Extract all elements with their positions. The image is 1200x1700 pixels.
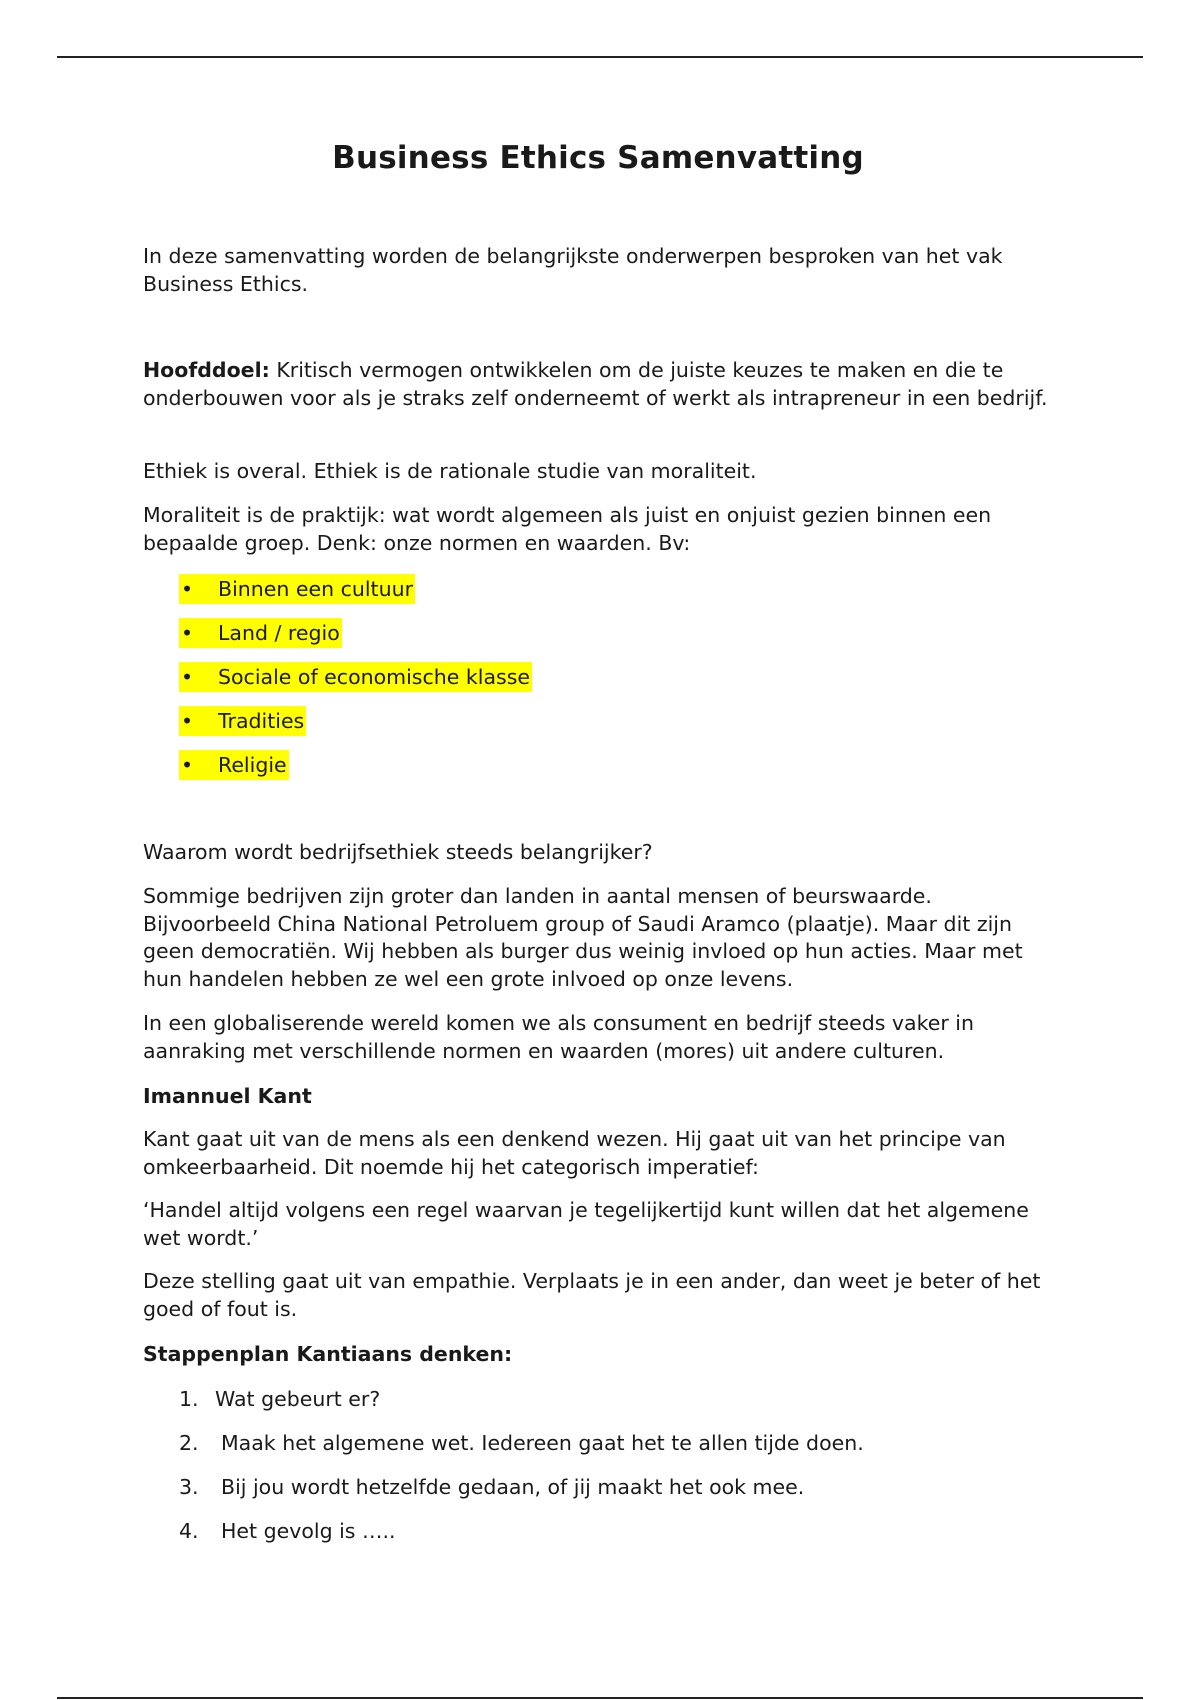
highlighted-item — [179, 706, 306, 736]
step-number: 1. — [179, 1387, 199, 1411]
list-item — [179, 1473, 864, 1517]
list-item — [179, 574, 532, 618]
bullet-icon: • — [181, 665, 194, 689]
morality-bullet-list — [179, 574, 532, 794]
list-item — [179, 750, 532, 794]
step-text: Maak het algemene wet. Iedereen gaat het te allen tijde doen. — [221, 1431, 864, 1455]
bullet-text: Tradities — [218, 709, 305, 733]
top-rule — [57, 56, 1143, 58]
steps-list — [179, 1385, 864, 1561]
bullet-text: Binnen een cultuur — [218, 577, 414, 601]
highlighted-item — [179, 574, 415, 604]
empathy-paragraph: Deze stelling gaat uit van empathie. Verplaats je in een ander, dan weet je beter of het goed of fout is. — [143, 1269, 1041, 1321]
bullet-text: Religie — [218, 753, 287, 777]
steps-heading: Stappenplan Kantiaans denken: — [143, 1342, 513, 1366]
step-text: Wat gebeurt er? — [215, 1387, 381, 1411]
main-goal-paragraph — [143, 357, 1063, 412]
highlighted-item — [179, 662, 532, 692]
morality-paragraph: Moraliteit is de praktijk: wat wordt algemeen als juist en onjuist gezien binnen een bepaalde groep. Denk: onze normen en waarden. Bv: — [143, 503, 992, 555]
step-number: 2. — [179, 1431, 199, 1455]
step-text: Het gevolg is ….. — [221, 1519, 396, 1543]
step-text: Bij jou wordt hetzelfde gedaan, of jij maakt het ook mee. — [221, 1475, 805, 1499]
list-item — [179, 662, 532, 706]
highlighted-item — [179, 750, 289, 780]
main-goal-text: Kritisch vermogen ontwikkelen om de juiste keuzes te maken en die te onderbouwen voor als je straks zelf onderneemt of werkt als intrapreneur in een bedrijf. — [143, 358, 1048, 410]
intro-paragraph: In deze samenvatting worden de belangrijkste onderwerpen besproken van het vak Business Ethics. — [143, 244, 1003, 296]
list-item — [179, 1517, 864, 1561]
kant-paragraph: Kant gaat uit van de mens als een denkend wezen. Hij gaat uit van het principe van omkeerbaarheid. Dit noemde hij het categorisch imperatief: — [143, 1127, 1006, 1179]
step-number: 4. — [179, 1519, 199, 1543]
document-title: Business Ethics Samenvatting — [332, 140, 864, 176]
step-number: 3. — [179, 1475, 199, 1499]
bullet-icon: • — [181, 577, 194, 601]
companies-paragraph: Sommige bedrijven zijn groter dan landen in aantal mensen of beurswaarde. Bijvoorbeeld China National Petroluem group of Saudi Aramco (plaatje). Maar dit zijn geen democratiën. Wij hebben als burger dus weinig invloed op hun acties. Maar met hun handelen hebben ze wel een grote inlvoed op onze levens. — [143, 884, 1023, 991]
kant-quote: ‘Handel altijd volgens een regel waarvan je tegelijkertijd kunt willen dat het algemene wet wordt.’ — [143, 1198, 1029, 1250]
bullet-icon: • — [181, 621, 194, 645]
list-item — [179, 1429, 864, 1473]
bullet-text: Land / regio — [218, 621, 340, 645]
highlighted-item — [179, 618, 342, 648]
bullet-text: Sociale of economische klasse — [218, 665, 530, 689]
main-goal-label: Hoofddoel: — [143, 358, 270, 382]
bullet-icon: • — [181, 709, 194, 733]
list-item — [179, 618, 532, 662]
question-paragraph: Waarom wordt bedrijfsethiek steeds belangrijker? — [143, 840, 653, 864]
list-item — [179, 706, 532, 750]
bullet-icon: • — [181, 753, 194, 777]
bottom-rule — [57, 1697, 1143, 1699]
kant-heading: Imannuel Kant — [143, 1084, 312, 1108]
ethics-paragraph: Ethiek is overal. Ethiek is de rationale studie van moraliteit. — [143, 459, 757, 483]
list-item — [179, 1385, 864, 1429]
globalization-paragraph: In een globaliserende wereld komen we als consument en bedrijf steeds vaker in aanraking met verschillende normen en waarden (mores) uit andere culturen. — [143, 1011, 974, 1063]
